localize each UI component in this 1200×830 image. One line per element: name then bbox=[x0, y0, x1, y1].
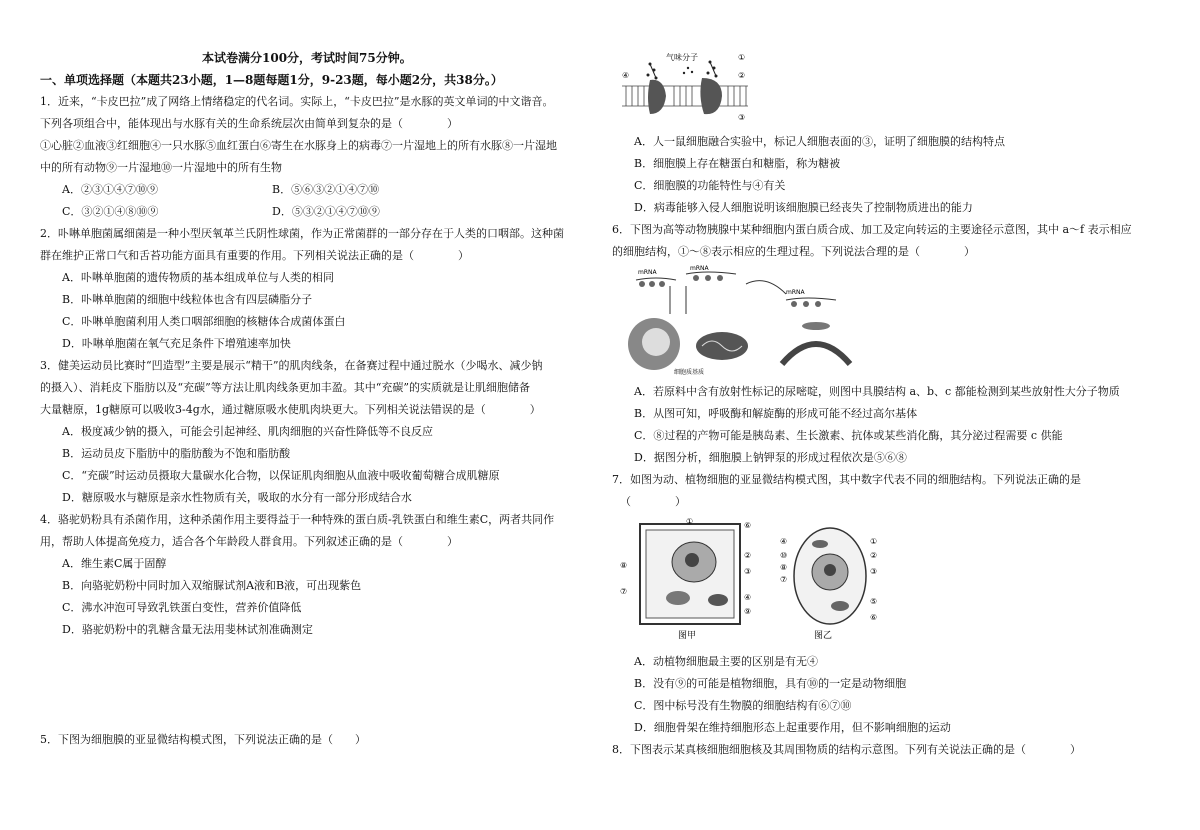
svg-text:④: ④ bbox=[622, 71, 630, 80]
svg-text:⑧: ⑧ bbox=[620, 561, 628, 570]
q3-stem-line: 大量糖原，1g糖原可以吸收3-4g水，通过糖原吸水使肌肉块更大。下列相关说法错误的是（ ） bbox=[40, 403, 541, 416]
svg-text:⑥: ⑥ bbox=[870, 613, 878, 622]
cytoplasm-label: 细胞质基质 bbox=[674, 369, 705, 376]
q5-option-a: A．人一鼠细胞融合实验中，标记人细胞表面的③，证明了细胞膜的结构特点 bbox=[634, 135, 1005, 148]
svg-text:④: ④ bbox=[780, 537, 788, 546]
q1-stem-line: 1．近来，“卡皮巴拉”成了网络上情绪稳定的代名词。实际上，“卡皮巴拉”是水豚的英文单词的中文谐音。 bbox=[40, 95, 554, 108]
svg-text:⑤: ⑤ bbox=[870, 597, 878, 606]
svg-text:④: ④ bbox=[744, 593, 752, 602]
q4-option-c: C．沸水冲泡可导致乳铁蛋白变性，营养价值降低 bbox=[62, 601, 302, 614]
protein-transport-figure bbox=[626, 264, 856, 376]
q2-option-a: A．卟啉单胞菌的遗传物质的基本组成单位与人类的相同 bbox=[62, 271, 334, 284]
q5-option-d: D．病毒能够入侵人细胞说明该细胞膜已经丧失了控制物质进出的能力 bbox=[634, 201, 973, 214]
q6-option-a: A．若原料中含有放射性标记的尿嘧啶，则图中具膜结构 a、b、c 都能检测到某些放射性大分子物质 bbox=[634, 385, 1120, 398]
svg-text:②: ② bbox=[870, 551, 878, 560]
q5-option-c: C．细胞膜的功能特性与④有关 bbox=[634, 179, 786, 192]
q4-stem-line: 4．骆驼奶粉具有杀菌作用，这种杀菌作用主要得益于一种特殊的蛋白质-乳铁蛋白和维生素C，两者共同作 bbox=[40, 513, 555, 526]
q6-option-b: B．从图可知，呼吸酶和解旋酶的形成可能不经过高尔基体 bbox=[634, 407, 918, 420]
section-heading: 一、单项选择题（本题共23小题，1—8题每题1分，9-23题，每小题2分，共38分。） bbox=[40, 73, 503, 87]
q4-option-b: B．向骆驼奶粉中同时加入双缩脲试剂A液和B液，可出现紫色 bbox=[62, 579, 362, 592]
q3-stem-line: 的摄入）、消耗皮下脂肪以及“充碳”等方法让肌肉线条更加丰盈。其中“充碳”的实质就是让肌细胞储备 bbox=[40, 381, 530, 394]
q2-stem-line: 2．卟啉单胞菌属细菌是一种小型厌氧革兰氏阴性球菌，作为正常菌群的一部分存在于人类的口咽部。这种菌 bbox=[40, 227, 564, 240]
q1-stem-line: 下列各项组合中，能体现出与水豚有关的生命系统层次由简单到复杂的是（ ） bbox=[40, 117, 458, 130]
q6-stem-line: 6．下图为高等动物胰腺中某种细胞内蛋白质合成、加工及定向转运的主要途径示意图，其中 a～f 表示相应 bbox=[612, 223, 1132, 236]
cell-membrane-figure bbox=[620, 48, 750, 128]
mrna-label: mRNA bbox=[638, 269, 657, 276]
q7-option-c: C．图中标号没有生物膜的细胞结构有⑥⑦⑩ bbox=[634, 699, 852, 712]
q6-stem-line: 的细胞结构，①～⑧表示相应的生理过程。下列说法合理的是（ ） bbox=[612, 245, 975, 258]
q6-option-d: D．据图分析，细胞膜上钠钾泵的形成过程依次是⑤⑥⑧ bbox=[634, 451, 907, 464]
q4-stem-line: 用，帮助人体提高免疫力，适合各个年龄段人群食用。下列叙述正确的是（ ） bbox=[40, 535, 458, 548]
svg-text:②: ② bbox=[738, 71, 746, 80]
svg-text:⑦: ⑦ bbox=[620, 587, 628, 596]
q1-stem-line: ①心脏②血液③红细胞④一只水豚⑤血红蛋白⑥寄生在水豚身上的病毒⑦一片湿地上的所有水豚⑧一片湿地 bbox=[40, 139, 557, 152]
q2-option-c: C．卟啉单胞菌利用人类口咽部细胞的核糖体合成菌体蛋白 bbox=[62, 315, 346, 328]
q6-option-c: C．⑧过程的产物可能是胰岛素、生长激素、抗体或某些消化酶，其分泌过程需要 c 供能 bbox=[634, 429, 1063, 442]
q2-option-b: B．卟啉单胞菌的细胞中线粒体也含有四层磷脂分子 bbox=[62, 293, 313, 306]
q7-option-a: A．动植物细胞最主要的区别是有无④ bbox=[634, 655, 818, 668]
q1-option-a: A．②③①④⑦⑩⑨ bbox=[62, 183, 158, 196]
q3-stem-line: 3．健美运动员比赛时“凹造型”主要是展示“精干”的肌肉线条，在备赛过程中通过脱水（少喝水、减少钠 bbox=[40, 359, 543, 372]
q5-stem: 5．下图为细胞膜的亚显微结构模式图，下列说法正确的是（ ） bbox=[40, 733, 366, 746]
q5-option-b: B．细胞膜上存在糖蛋白和糖脂，称为糖被 bbox=[634, 157, 841, 170]
odor-molecule-label: 气味分子 bbox=[666, 53, 698, 62]
svg-text:⑨: ⑨ bbox=[744, 607, 752, 616]
q7-option-d: D．细胞骨架在维持细胞形态上起重要作用，但不影响细胞的运动 bbox=[634, 721, 951, 734]
svg-text:⑩: ⑩ bbox=[780, 551, 788, 560]
exam-intro: 本试卷满分100分，考试时间75分钟。 bbox=[202, 51, 412, 65]
svg-text:①: ① bbox=[738, 53, 746, 62]
svg-text:③: ③ bbox=[870, 567, 878, 576]
q1-option-c: C．③②①④⑧⑩⑨ bbox=[62, 205, 159, 218]
svg-text:②: ② bbox=[744, 551, 752, 560]
svg-text:⑦: ⑦ bbox=[780, 575, 788, 584]
q7-answer-paren: （ ） bbox=[620, 495, 686, 508]
q1-stem-line: 中的所有动物⑨一片湿地⑩一片湿地中的所有生物 bbox=[40, 161, 282, 174]
q7-stem: 7．如图为动、植物细胞的亚显微结构模式图，其中数字代表不同的细胞结构。下列说法正确的是 bbox=[612, 473, 1081, 486]
svg-text:⑥: ⑥ bbox=[744, 521, 752, 530]
q1-option-b: B．⑤⑥③②①④⑦⑩ bbox=[272, 183, 380, 196]
svg-text:⑧: ⑧ bbox=[780, 563, 788, 572]
svg-text:③: ③ bbox=[738, 113, 746, 122]
svg-text:①: ① bbox=[870, 537, 878, 546]
q4-option-d: D．骆驼奶粉中的乳糖含量无法用斐林试剂准确测定 bbox=[62, 623, 313, 636]
q3-option-a: A．极度减少钠的摄入，可能会引起神经、肌肉细胞的兴奋性降低等不良反应 bbox=[62, 425, 433, 438]
svg-text:①: ① bbox=[686, 517, 694, 526]
q3-option-d: D．糖原吸水与糖原是亲水性物质有关，吸取的水分有一部分形成结合水 bbox=[62, 491, 412, 504]
q3-option-c: C．“充碳”时运动员摄取大量碳水化合物，以保证肌肉细胞从血液中吸收葡萄糖合成肌糖原 bbox=[62, 469, 500, 482]
q1-option-d: D．⑤③②①④⑦⑩⑨ bbox=[272, 205, 380, 218]
q8-stem: 8．下图表示某真核细胞细胞核及其周围物质的结构示意图。下列有关说法正确的是（ ） bbox=[612, 743, 1081, 756]
q2-option-d: D．卟啉单胞菌在氧气充足条件下增殖速率加快 bbox=[62, 337, 291, 350]
q4-option-a: A．维生素C属于固醇 bbox=[62, 557, 167, 570]
q2-stem-line: 群在维护正常口气和舌苔功能方面具有重要的作用。下列相关说法正确的是（ ） bbox=[40, 249, 469, 262]
svg-text:③: ③ bbox=[744, 567, 752, 576]
figure-a-label: 图甲 bbox=[678, 631, 697, 641]
q3-option-b: B．运动员皮下脂肪中的脂肪酸为不饱和脂肪酸 bbox=[62, 447, 291, 460]
cell-structure-figure bbox=[620, 516, 880, 646]
mrna-label: mRNA bbox=[690, 265, 709, 272]
mrna-label: mRNA bbox=[786, 289, 805, 296]
q7-option-b: B．没有⑨的可能是植物细胞，具有⑩的一定是动物细胞 bbox=[634, 677, 907, 690]
figure-b-label: 图乙 bbox=[814, 631, 833, 641]
